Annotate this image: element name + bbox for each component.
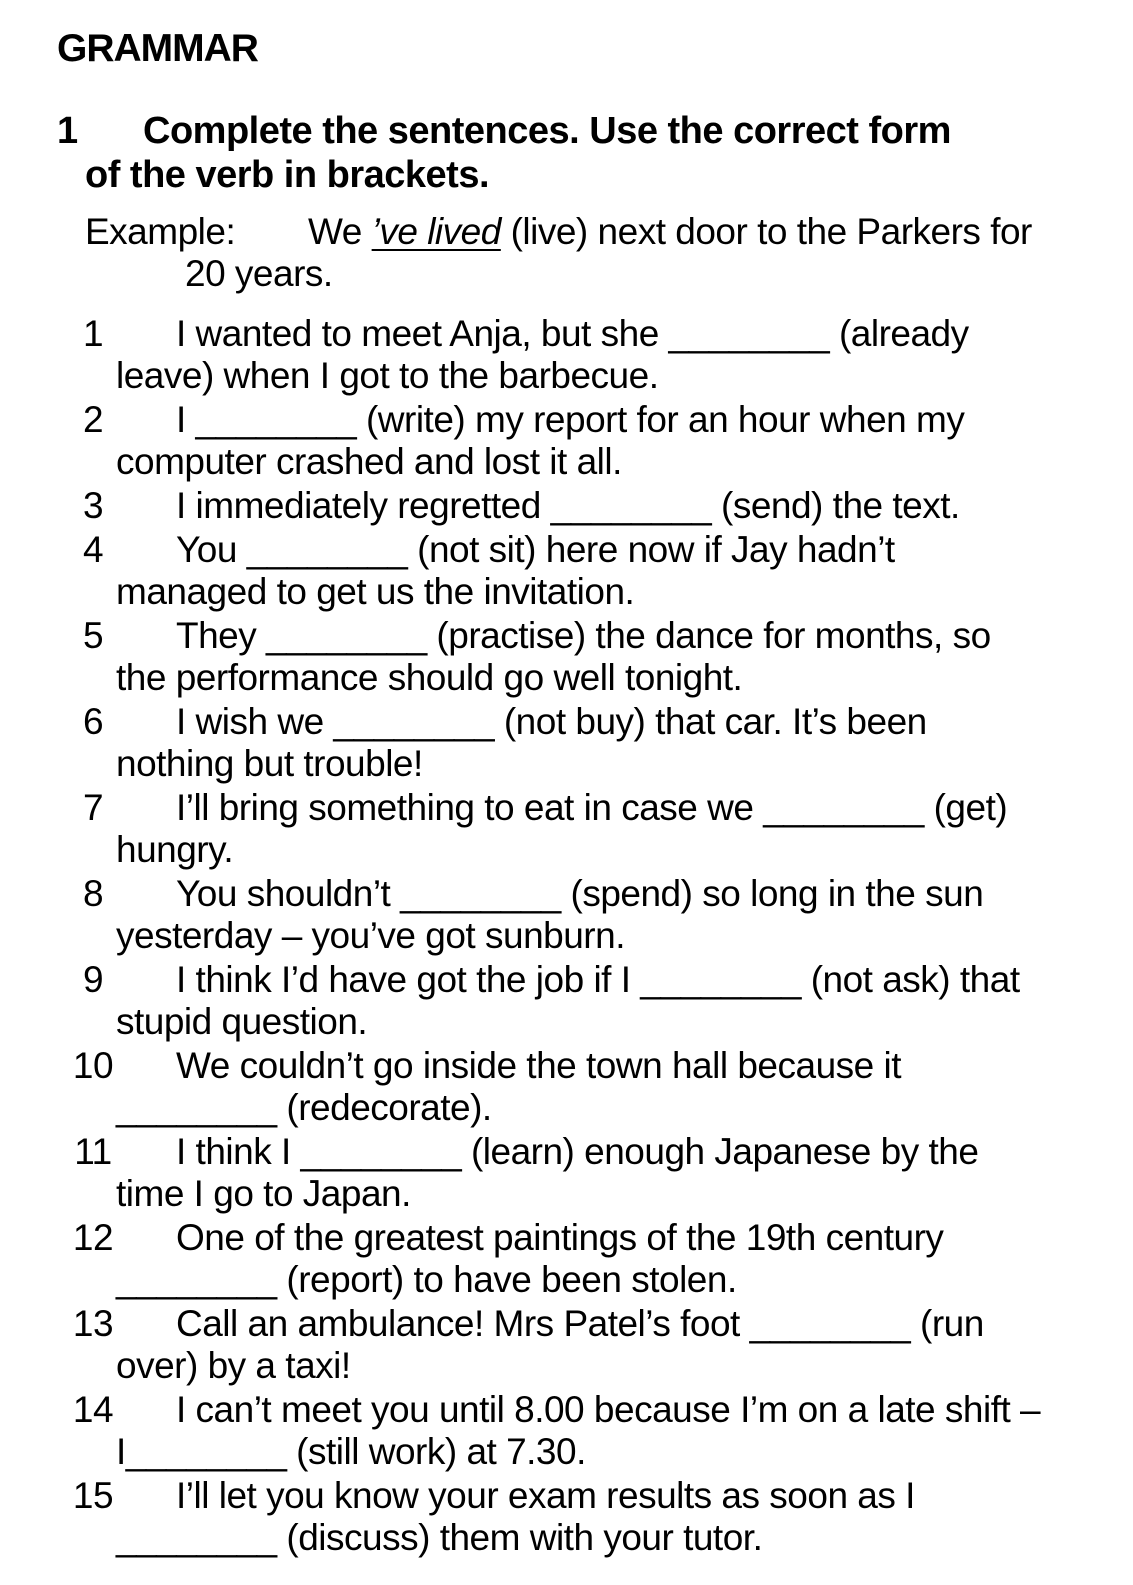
exercise-item: [0, 529, 1133, 613]
exercise-item: [0, 959, 1133, 1043]
exercise-item: [0, 1303, 1133, 1387]
item-text: I think I’d have got the job if I ________ (not ask) that stupid question.: [116, 959, 1020, 1042]
item-number: 11: [74, 1131, 112, 1172]
item-text: You shouldn’t ________ (spend) so long in the sun yesterday – you’ve got sunburn.: [116, 873, 984, 956]
exercise-item: [0, 485, 1133, 527]
example-answer: ’ve lived: [371, 211, 501, 252]
item-number: 10: [72, 1045, 114, 1086]
item-text: I’ll let you know your exam results as soon as I ________ (discuss) them with your tutor.: [116, 1475, 915, 1558]
item-text: I immediately regretted ________ (send) the text.: [176, 485, 960, 526]
item-number: 8: [82, 873, 104, 914]
exercise-item: [0, 1389, 1133, 1473]
example-label: Example:: [85, 211, 236, 252]
item-number: 9: [82, 959, 104, 1000]
item-number: 13: [72, 1303, 114, 1344]
item-text: I wanted to meet Anja, but she ________ (already leave) when I got to the barbecue.: [116, 313, 969, 396]
exercise-item: [0, 701, 1133, 785]
item-number: 3: [82, 485, 104, 526]
exercise-heading: [0, 109, 1133, 197]
example-post-text: (live) next door to the Parkers for: [500, 211, 1032, 252]
page-title: GRAMMAR: [57, 27, 258, 70]
item-text: You ________ (not sit) here now if Jay hadn’t managed to get us the invitation.: [116, 529, 895, 612]
exercise-item: [0, 615, 1133, 699]
item-number: 4: [82, 529, 104, 570]
item-text: I can’t meet you until 8.00 because I’m on a late shift – I________ (still work) at 7.30.: [116, 1389, 1041, 1472]
items-list: [0, 313, 1133, 1559]
item-number: 6: [82, 701, 104, 742]
item-text: I think I ________ (learn) enough Japanese by the time I go to Japan.: [116, 1131, 979, 1214]
exercise-instruction: Complete the sentences. Use the correct form of the verb in brackets.: [85, 110, 951, 196]
example-second-line: 20 years.: [185, 253, 333, 294]
example: [0, 211, 1133, 295]
item-text: They ________ (practise) the dance for months, so the performance should go well tonight.: [116, 615, 991, 698]
item-text: I ________ (write) my report for an hour when my computer crashed and lost it all.: [116, 399, 965, 482]
exercise-item: [0, 313, 1133, 397]
exercise-number: 1: [57, 110, 78, 152]
item-text: Call an ambulance! Mrs Patel’s foot ________ (run over) by a taxi!: [116, 1303, 984, 1386]
item-number: 12: [72, 1217, 114, 1258]
exercise-item: [0, 399, 1133, 483]
example-pre-text: We: [308, 211, 372, 252]
exercise-item: [0, 1217, 1133, 1301]
example-sentence: [185, 211, 1133, 295]
exercise-item: [0, 873, 1133, 957]
item-number: 14: [72, 1389, 114, 1430]
exercise-item: [0, 787, 1133, 871]
item-number: 2: [82, 399, 104, 440]
item-text: We couldn’t go inside the town hall because it ________ (redecorate).: [116, 1045, 902, 1128]
exercise-item: [0, 1045, 1133, 1129]
item-number: 15: [72, 1475, 114, 1516]
item-number: 7: [82, 787, 104, 828]
item-text: One of the greatest paintings of the 19th century ________ (report) to have been stolen.: [116, 1217, 944, 1300]
exercise-item: [0, 1475, 1133, 1559]
item-text: I wish we ________ (not buy) that car. It’s been nothing but trouble!: [116, 701, 927, 784]
item-number: 5: [82, 615, 104, 656]
item-number: 1: [82, 313, 104, 354]
item-text: I’ll bring something to eat in case we ________ (get) hungry.: [116, 787, 1008, 870]
exercise-item: [0, 1131, 1133, 1215]
